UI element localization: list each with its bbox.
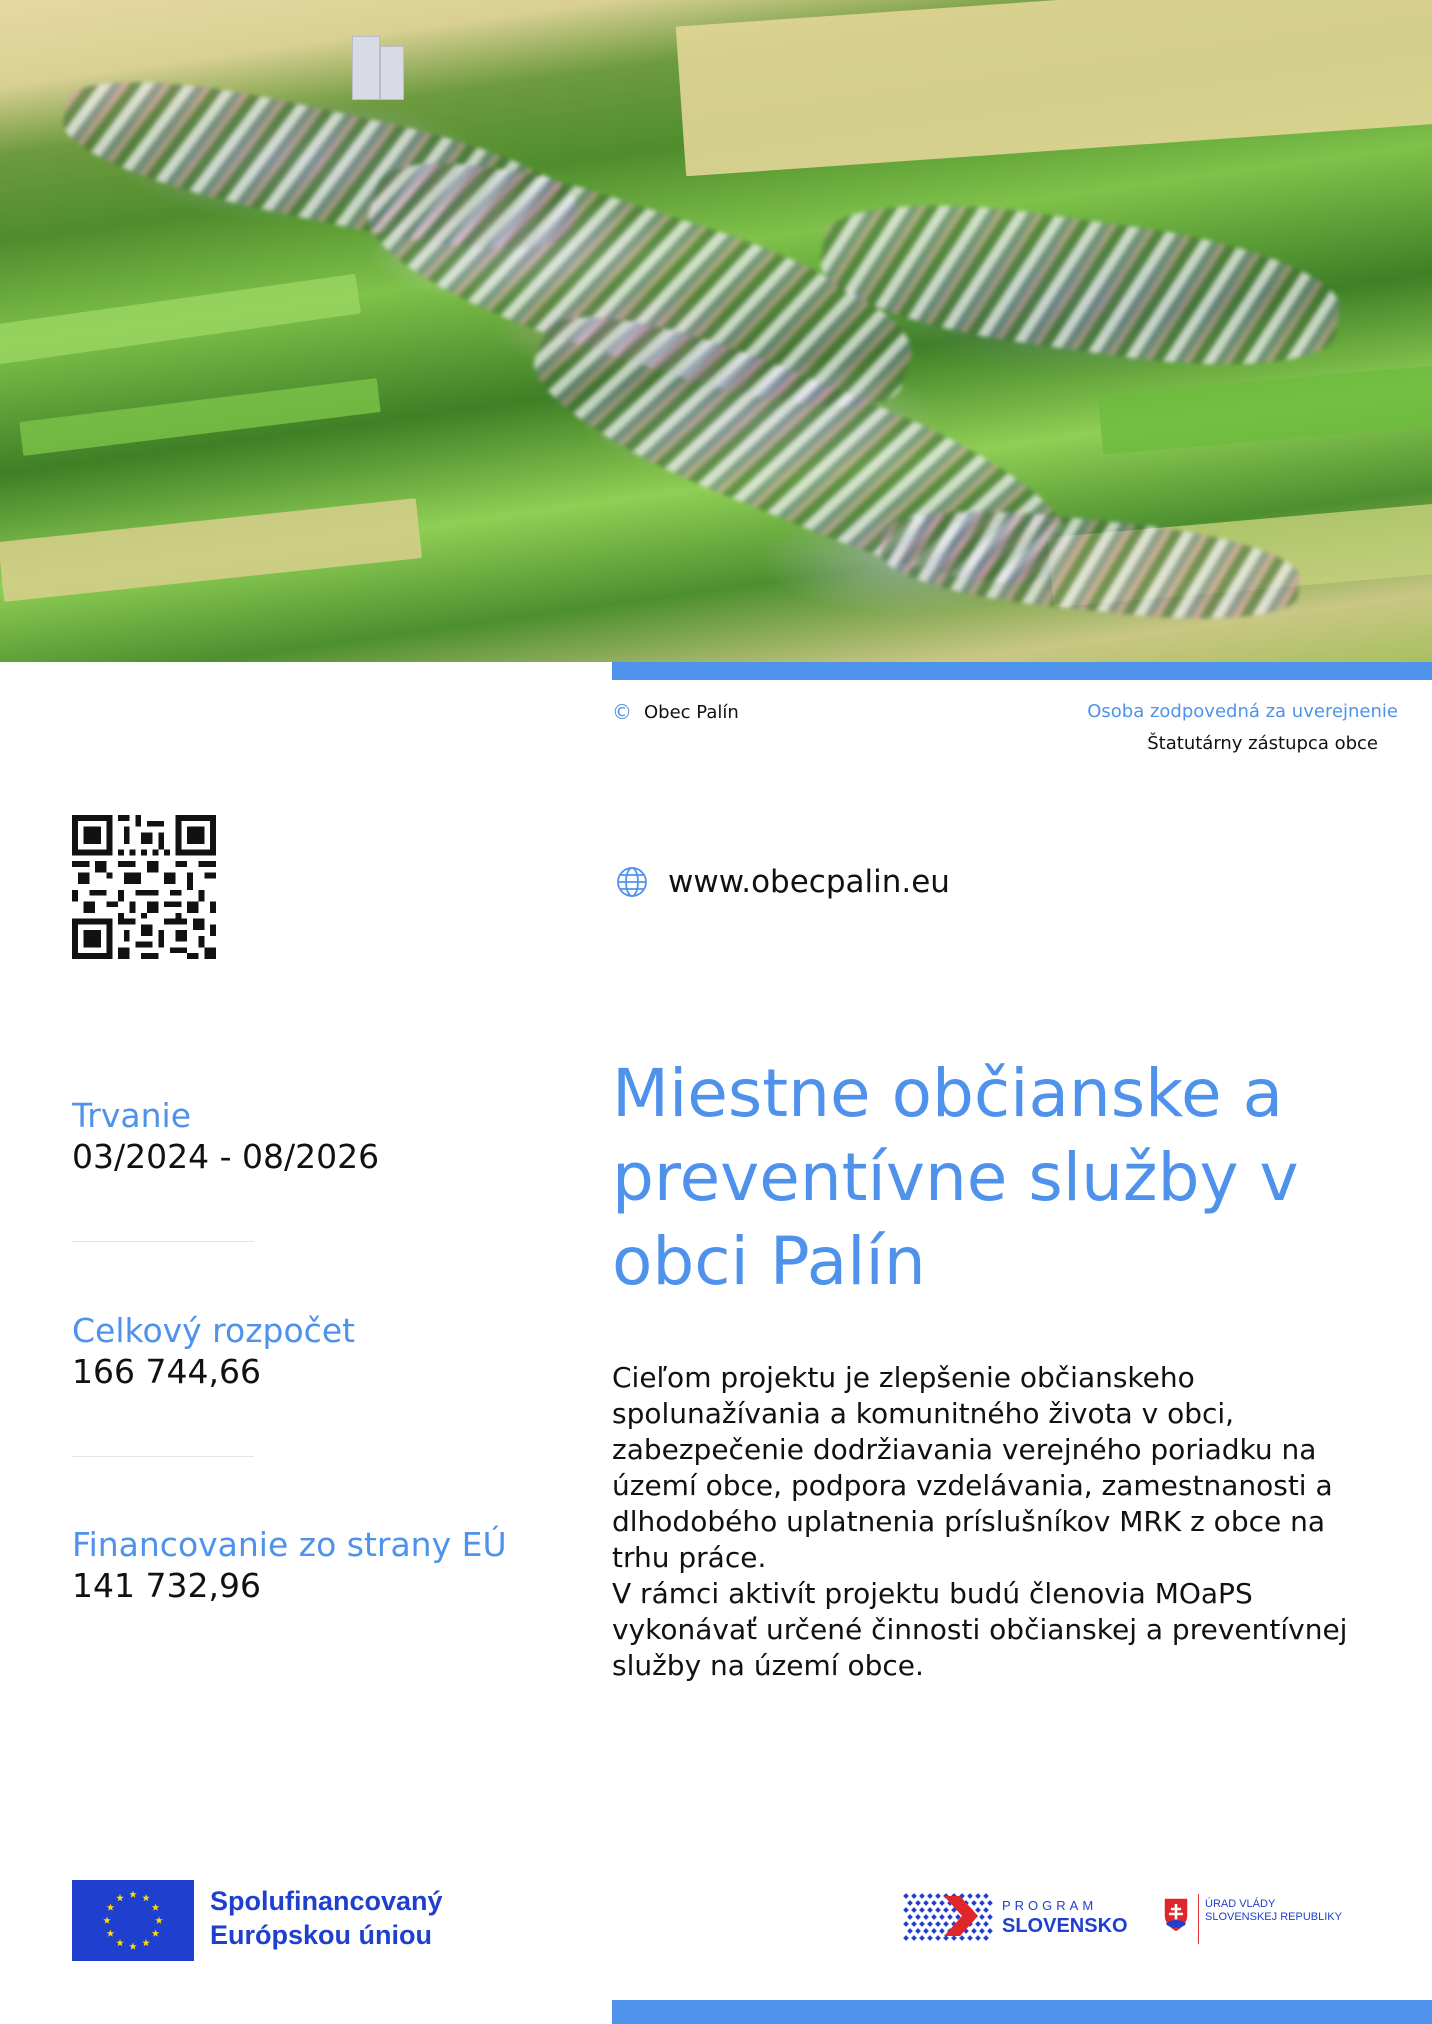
logo-dot — [939, 1928, 945, 1934]
copyright-icon: © — [612, 700, 632, 724]
logo-dot — [919, 1907, 925, 1913]
logo-dot — [931, 1914, 937, 1920]
logo-dot — [931, 1928, 937, 1934]
eu-flag — [72, 1880, 194, 1961]
logo-dot — [971, 1928, 977, 1934]
logo-dot — [935, 1935, 941, 1941]
slovak-crest-icon — [1162, 1896, 1190, 1934]
logo-dot — [907, 1900, 913, 1906]
logo-dot — [943, 1907, 949, 1913]
logo-dot — [903, 1907, 909, 1913]
project-description-paragraph: V rámci aktivít projektu budú členovia MOaPS vykonávať určené činnosti občianskej a preventívnej služby na území obce. — [612, 1577, 1348, 1682]
government-office-text — [1205, 1898, 1342, 1924]
photo-credit — [612, 700, 739, 724]
logo-dot — [935, 1921, 941, 1927]
website[interactable] — [616, 864, 950, 900]
duration-value: 03/2024 - 08/2026 — [72, 1137, 380, 1176]
logo-dot — [919, 1893, 925, 1899]
eu-line-2: Európskou úniou — [210, 1920, 432, 1950]
logo-dot — [951, 1935, 957, 1941]
logo-dot — [915, 1900, 921, 1906]
logo-dot — [983, 1907, 989, 1913]
logo-dot — [911, 1921, 917, 1927]
logo-dot — [987, 1914, 993, 1920]
logo-dot — [927, 1907, 933, 1913]
logo-dot — [903, 1893, 909, 1899]
program-slovensko-logo — [898, 1888, 998, 1944]
logo-dot — [935, 1907, 941, 1913]
program-slovensko-text — [1002, 1898, 1128, 1938]
logo-dot — [947, 1914, 953, 1920]
logo-dot — [927, 1935, 933, 1941]
logo-dot — [911, 1893, 917, 1899]
logo-dot — [911, 1907, 917, 1913]
hero-photo — [0, 0, 1432, 662]
logo-dot — [915, 1914, 921, 1920]
project-title: Miestne občianske a preventívne služby v obci Palín — [612, 1055, 1299, 1300]
divider — [72, 1241, 254, 1242]
budget-label: Celkový rozpočet — [72, 1311, 356, 1350]
eu-funding-label: Financovanie zo strany EÚ — [72, 1525, 507, 1564]
gov-line-1: ÚRAD VLÁDY — [1205, 1898, 1276, 1910]
logo-divider — [1198, 1894, 1199, 1944]
logo-dot — [983, 1935, 989, 1941]
logo-dot — [979, 1914, 985, 1920]
logo-dot — [931, 1900, 937, 1906]
responsible-label: Osoba zodpovedná za uverejnenie — [1087, 701, 1398, 722]
logo-dot — [919, 1935, 925, 1941]
photo-credit-text: Obec Palín — [644, 701, 739, 723]
logo-dot — [923, 1928, 929, 1934]
logo-dot — [987, 1900, 993, 1906]
logo-dot — [939, 1914, 945, 1920]
project-description — [612, 1360, 1382, 1684]
logo-dot — [943, 1921, 949, 1927]
logo-dot — [915, 1928, 921, 1934]
logo-dot — [907, 1928, 913, 1934]
logo-dot — [979, 1928, 985, 1934]
logo-dot — [983, 1893, 989, 1899]
logo-dot — [919, 1921, 925, 1927]
logo-dot — [975, 1893, 981, 1899]
program-line-2: SLOVENSKO — [1002, 1915, 1128, 1937]
logo-dot — [927, 1921, 933, 1927]
top-accent-bar — [612, 662, 1432, 680]
logo-dot — [975, 1935, 981, 1941]
logo-dot — [939, 1900, 945, 1906]
program-line-1: PROGRAM — [1002, 1898, 1098, 1913]
website-url[interactable]: www.obecpalin.eu — [668, 864, 950, 900]
logo-dot — [943, 1935, 949, 1941]
eu-line-1: Spolufinancovaný — [210, 1886, 443, 1916]
logo-dot — [975, 1921, 981, 1927]
logo-dot — [971, 1900, 977, 1906]
logo-dot — [959, 1935, 965, 1941]
logo-dot — [903, 1921, 909, 1927]
logo-dot — [923, 1900, 929, 1906]
eu-cofunded-text — [210, 1884, 443, 1952]
gov-line-2: SLOVENSKEJ REPUBLIKY — [1205, 1911, 1342, 1923]
logo-dot — [907, 1914, 913, 1920]
logo-dot — [903, 1935, 909, 1941]
budget-value: 166 744,66 — [72, 1352, 261, 1391]
logo-dot — [983, 1921, 989, 1927]
logo-dot — [923, 1914, 929, 1920]
logo-dot — [967, 1935, 973, 1941]
bottom-accent-bar — [612, 2000, 1432, 2024]
logo-dot — [975, 1907, 981, 1913]
project-description-paragraph: Cieľom projektu je zlepšenie občianskeho spolunažívania a komunitného života v obci, zabezpečenie dodržiavania verejného poriadku na území obce, podpora vzdelávania, zamestnanosti a dlhodobého uplatnenia príslušníkov MRK z obce na trhu práce. — [612, 1361, 1333, 1574]
logo-dot — [927, 1893, 933, 1899]
logo-dot — [911, 1935, 917, 1941]
logo-dot — [967, 1893, 973, 1899]
responsible-value: Štatutárny zástupca obce — [1147, 733, 1378, 754]
logo-dot — [979, 1900, 985, 1906]
globe-icon — [616, 866, 648, 898]
logo-dot — [987, 1928, 993, 1934]
eu-funding-value: 141 732,96 — [72, 1566, 261, 1605]
logo-dot — [935, 1893, 941, 1899]
qr-code — [72, 815, 216, 959]
divider — [72, 1456, 254, 1457]
duration-label: Trvanie — [72, 1096, 192, 1135]
